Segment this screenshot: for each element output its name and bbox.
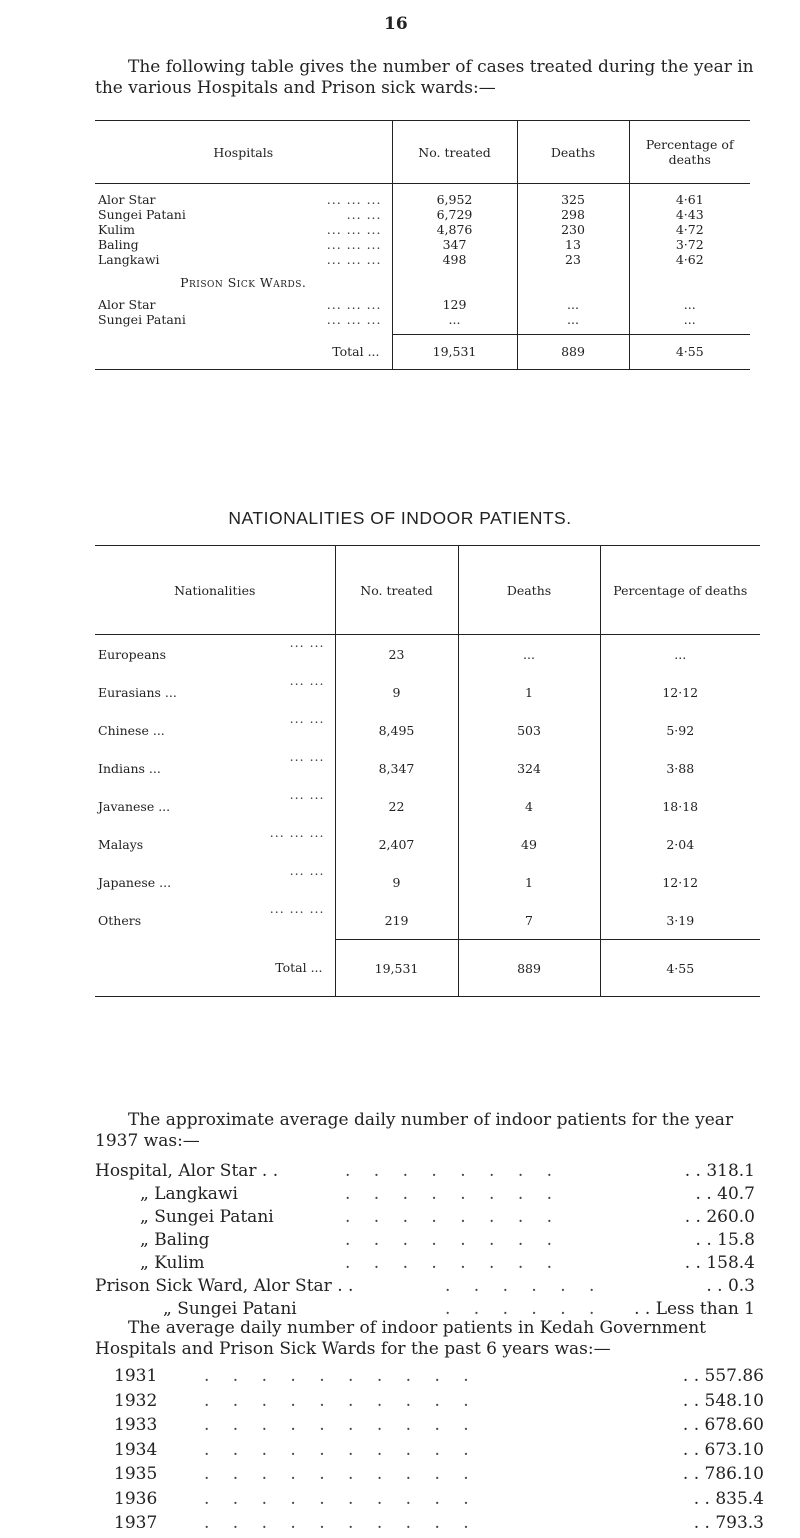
leader-dots: ... ... ... [326, 252, 382, 267]
daily-value: . . 260.0 [684, 1207, 755, 1227]
deaths-cell: 325 [517, 192, 629, 207]
pct-cell: 4·61 [629, 192, 750, 207]
leader-dots: ... ... [289, 635, 325, 650]
header-nationalities: Nationalities [95, 546, 335, 635]
leader-dots: ... ... ... [326, 222, 382, 237]
leader-dots: ... ... [346, 207, 382, 222]
table-row [95, 863, 760, 901]
section-row [95, 267, 750, 297]
deaths-cell: ... [517, 297, 629, 312]
leader-dots: ... ... ... [269, 825, 325, 840]
hospital-name: Sungei Patani [98, 207, 186, 222]
header-no-treated: No. treated [392, 121, 517, 184]
nationality-name: Europeans [98, 646, 166, 662]
table-row [95, 825, 760, 863]
table-row [95, 297, 750, 312]
daily-label: „ Sungei Patani [140, 1207, 274, 1227]
leader-dots: . . . . . . . . [345, 1253, 562, 1273]
treated-cell: 22 [335, 787, 458, 825]
table-row [95, 749, 760, 787]
list-item [114, 1513, 764, 1538]
daily-label: Hospital, Alor Star . . [95, 1161, 279, 1181]
total-pct: 4·55 [629, 334, 750, 369]
prison-section-heading: Prison Sick Wards. [180, 274, 307, 290]
list-item [95, 1184, 760, 1207]
treated-cell: 219 [335, 901, 458, 940]
total-treated: 19,531 [335, 940, 458, 997]
table-row [95, 901, 760, 940]
leader-dots: . . . . . . [445, 1276, 604, 1296]
treated-cell: 498 [392, 252, 517, 267]
prison-ward-name: Alor Star [98, 297, 156, 312]
deaths-cell: 230 [517, 222, 629, 237]
leader-dots: ... ... [289, 749, 325, 764]
leader-dots: . . . . . . . . . . [204, 1488, 478, 1509]
leader-dots: . . . . . . . . [345, 1230, 562, 1250]
treated-cell: 9 [335, 863, 458, 901]
deaths-cell: 4 [458, 787, 600, 825]
year-label: 1935 [114, 1464, 158, 1484]
year-label: 1932 [114, 1390, 158, 1411]
daily-label: Prison Sick Ward, Alor Star . . [95, 1276, 354, 1296]
leader-dots: . . . . . . . . . . [204, 1390, 478, 1411]
year-label: 1933 [114, 1415, 158, 1435]
table-row [95, 237, 750, 252]
header-deaths: Deaths [517, 121, 629, 184]
year-value: . . 673.10 [682, 1439, 764, 1460]
deaths-cell: 23 [517, 252, 629, 267]
table-row [95, 787, 760, 825]
daily-value: . . 15.8 [695, 1230, 755, 1250]
hospital-name: Kulim [98, 222, 135, 237]
list-item [114, 1391, 764, 1416]
pct-cell: 3·72 [629, 237, 750, 252]
list-item [95, 1230, 760, 1253]
year-value: . . 793.3 [693, 1513, 764, 1533]
leader-dots: . . . . . . . . . . [204, 1366, 478, 1386]
deaths-cell: 1 [458, 863, 600, 901]
year-label: 1934 [114, 1439, 158, 1460]
daily-value: . . Less than 1 [634, 1299, 755, 1319]
pct-cell: 5·92 [600, 711, 760, 749]
pct-cell: ... [600, 635, 760, 674]
deaths-cell: 298 [517, 207, 629, 222]
year-value: . . 786.10 [682, 1464, 764, 1484]
leader-dots: . . . . . . . . [345, 1184, 562, 1204]
year-value: . . 678.60 [682, 1415, 764, 1435]
list-item [95, 1276, 760, 1299]
daily-value: . . 40.7 [695, 1184, 755, 1204]
treated-cell: 4,876 [392, 222, 517, 237]
treated-cell: 9 [335, 673, 458, 711]
list-item [114, 1464, 764, 1489]
list-item [95, 1253, 760, 1276]
leader-dots: . . . . . . [445, 1299, 604, 1319]
pct-cell: 12·12 [600, 863, 760, 901]
table-row [95, 252, 750, 267]
total-treated: 19,531 [392, 334, 517, 369]
total-row [95, 940, 760, 997]
nationality-name: Others [98, 912, 142, 928]
header-hospitals: Hospitals [95, 121, 392, 184]
list-item [95, 1207, 760, 1230]
list-item [114, 1415, 764, 1440]
daily-label: „ Kulim [140, 1253, 205, 1273]
nationality-name: Japanese ... [98, 874, 172, 890]
daily-value: . . 158.4 [684, 1253, 755, 1273]
leader-dots: ... ... ... [269, 901, 325, 916]
leader-dots: ... ... ... [326, 297, 382, 312]
treated-cell: ... [392, 312, 517, 334]
list-item [114, 1440, 764, 1465]
total-deaths: 889 [458, 940, 600, 997]
year-label: 1937 [114, 1513, 158, 1533]
leader-dots: ... ... ... [326, 312, 382, 327]
nationality-name: Malays [98, 836, 144, 852]
pct-cell: 4·43 [629, 207, 750, 222]
pct-cell: 12·12 [600, 673, 760, 711]
treated-cell: 23 [335, 635, 458, 674]
deaths-cell: 7 [458, 901, 600, 940]
treated-cell: 8,495 [335, 711, 458, 749]
daily-patients-list [95, 1161, 760, 1322]
treated-cell: 2,407 [335, 825, 458, 863]
year-value: . . 548.10 [682, 1390, 764, 1411]
total-row [95, 334, 750, 369]
year-value: . . 835.4 [693, 1488, 764, 1509]
leader-dots: . . . . . . . . . . [204, 1464, 478, 1484]
leader-dots: . . . . . . . . . . [204, 1513, 478, 1533]
deaths-cell: 1 [458, 673, 600, 711]
treated-cell: 347 [392, 237, 517, 252]
daily-label: „ Baling [140, 1230, 210, 1250]
deaths-cell: 324 [458, 749, 600, 787]
pct-cell: 2·04 [600, 825, 760, 863]
table-row [95, 711, 760, 749]
pct-cell: 4·62 [629, 252, 750, 267]
pct-cell: 3·88 [600, 749, 760, 787]
nationality-name: Chinese ... [98, 722, 165, 738]
header-percentage: Percentage of deaths [629, 121, 750, 184]
pct-cell: ... [629, 297, 750, 312]
daily-value: . . 318.1 [684, 1161, 755, 1181]
year-label: 1931 [114, 1366, 158, 1386]
pct-cell: ... [629, 312, 750, 334]
total-pct: 4·55 [600, 940, 760, 997]
year-value: . . 557.86 [682, 1366, 764, 1386]
total-label: Total ... [275, 960, 323, 976]
daily-label: „ Sungei Patani [163, 1299, 297, 1319]
list-item [95, 1161, 760, 1184]
nationality-name: Indians ... [98, 760, 161, 776]
daily-label: „ Langkawi [140, 1184, 238, 1204]
table-row [95, 207, 750, 222]
deaths-cell: ... [458, 635, 600, 674]
treated-cell: 129 [392, 297, 517, 312]
nationalities-table [95, 545, 760, 997]
hospital-name: Baling [98, 237, 139, 252]
deaths-cell: 49 [458, 825, 600, 863]
nationality-name: Eurasians ... [98, 684, 177, 700]
page-number: 16 [384, 14, 408, 34]
daily-value: . . 0.3 [706, 1276, 755, 1296]
leader-dots: . . . . . . . . [345, 1161, 562, 1181]
years-list [114, 1366, 764, 1538]
total-deaths: 889 [517, 334, 629, 369]
treated-cell: 6,729 [392, 207, 517, 222]
leader-dots: ... ... ... [326, 237, 382, 252]
leader-dots: ... ... ... [326, 192, 382, 207]
deaths-cell: 503 [458, 711, 600, 749]
table-row [95, 192, 750, 207]
deaths-cell: 13 [517, 237, 629, 252]
year-label: 1936 [114, 1488, 158, 1509]
leader-dots: . . . . . . . . . . [204, 1415, 478, 1435]
leader-dots: ... ... [289, 863, 325, 878]
nationality-name: Javanese ... [98, 798, 171, 814]
table-row [95, 222, 750, 237]
list-item [114, 1366, 764, 1391]
table-row [95, 635, 760, 674]
header-deaths: Deaths [458, 546, 600, 635]
treated-cell: 8,347 [335, 749, 458, 787]
intro-paragraph: The following table gives the number of cases treated during the year in the various Hospitals and Prison sick wards:— [95, 57, 754, 98]
hospital-name: Alor Star [98, 192, 156, 207]
leader-dots: ... ... [289, 673, 325, 688]
hospitals-table [95, 120, 750, 370]
pct-cell: 3·19 [600, 901, 760, 940]
header-percentage: Percentage of deaths [600, 546, 760, 635]
prison-ward-name: Sungei Patani [98, 312, 186, 327]
list-item [114, 1489, 764, 1514]
pct-cell: 18·18 [600, 787, 760, 825]
daily-paragraph: The approximate average daily number of indoor patients for the year 1937 was:— [95, 1110, 734, 1151]
average-paragraph: The average daily number of indoor patients in Kedah Government Hospitals and Prison Sick Wards for the past 6 years was:— [95, 1318, 706, 1359]
header-no-treated: No. treated [335, 546, 458, 635]
deaths-cell: ... [517, 312, 629, 334]
leader-dots: . . . . . . . . . . [204, 1439, 478, 1460]
leader-dots: ... ... [289, 711, 325, 726]
hospital-name: Langkawi [98, 252, 160, 267]
leader-dots: ... ... [289, 787, 325, 802]
nationalities-title: NATIONALITIES OF INDOOR PATIENTS. [228, 508, 572, 528]
table-row [95, 673, 760, 711]
pct-cell: 4·72 [629, 222, 750, 237]
table-row [95, 312, 750, 334]
total-label: Total ... [332, 343, 380, 359]
treated-cell: 6,952 [392, 192, 517, 207]
leader-dots: . . . . . . . . [345, 1207, 562, 1227]
